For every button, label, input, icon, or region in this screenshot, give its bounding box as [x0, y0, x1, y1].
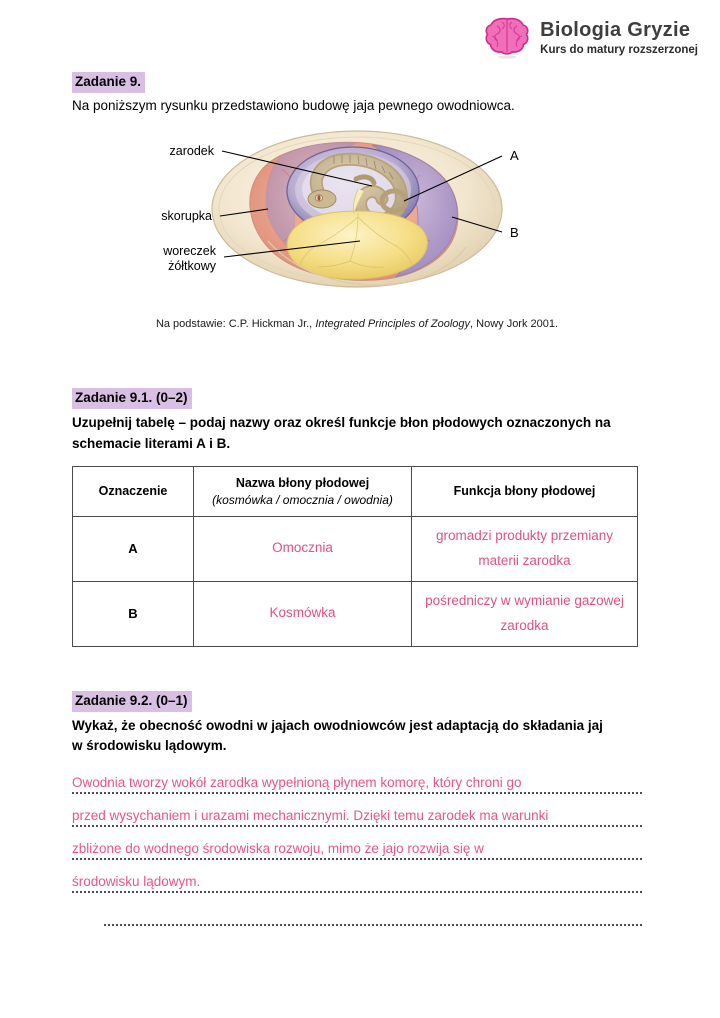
header-nazwa — [194, 466, 412, 516]
task-92-answer-area[interactable] — [72, 766, 642, 931]
row-b-function[interactable] — [412, 581, 638, 646]
task-92-prompt-line2: w środowisku lądowym. — [72, 738, 227, 753]
row-b-function-line1: pośredniczy w wymianie gazowej — [425, 592, 624, 608]
task-91-prompt-line2: schemacie literami A i B. — [72, 435, 231, 451]
answer-line-text: przed wysychaniem i urazami mechanicznymi. Dzięki temu zarodek ma warunki — [72, 808, 549, 824]
answer-line-text: zbliżone do wodnego środowiska rozwoju, mimo że jajo rozwija się w — [72, 841, 484, 857]
row-a-name[interactable]: Omocznia — [194, 516, 412, 581]
figure-label-yolk-1: woreczek — [163, 244, 216, 259]
row-b-mark: B — [73, 581, 194, 646]
answer-line-text: środowisku lądowym. — [72, 874, 201, 890]
membrane-answer-table — [72, 466, 638, 647]
row-a-function[interactable] — [412, 516, 638, 581]
amniotic-egg-figure — [72, 129, 642, 304]
task-91-prompt-line1: Uzupełnij tabelę – podaj nazwy oraz określ funkcje błon płodowych oznaczonych na — [72, 415, 611, 431]
task-9-heading-row — [72, 72, 642, 93]
spacer-1 — [72, 330, 642, 388]
row-a-mark: A — [73, 516, 194, 581]
figure-label-yolk-2: żółtkowy — [168, 259, 216, 274]
task-92-prompt-line1: Wykaż, że obecność owodni w jajach owodniowców jest adaptacją do składania jaj — [72, 717, 603, 733]
answer-line[interactable] — [72, 799, 642, 832]
answer-line-rule — [72, 858, 642, 860]
task-92-heading: Zadanie 9.2. (0–1) — [72, 691, 192, 712]
header-nazwa-options: (kosmówka / omocznia / owodnia) — [212, 492, 393, 507]
answer-line-rule — [72, 792, 642, 794]
source-prefix: Na podstawie: C.P. Hickman Jr., — [155, 318, 316, 331]
source-title: Integrated Principles of Zoology — [315, 318, 471, 331]
brand-subtitle: Kurs do matury rozszerzonej — [540, 43, 698, 56]
answer-line-rule — [72, 825, 642, 827]
task-9-intro: Na poniższym rysunku przedstawiono budowę jaja pewnego owodniowca. — [72, 97, 515, 113]
answer-line[interactable] — [72, 865, 642, 898]
answer-line-rule — [72, 891, 642, 893]
row-b-function-line2: zarodka — [500, 617, 549, 633]
task-91-prompt — [72, 413, 642, 454]
source-suffix: , Nowy Jork 2001. — [470, 318, 559, 331]
figure-label-a: A — [510, 148, 519, 164]
worksheet-body — [72, 72, 642, 931]
row-a-function-line2: materii zarodka — [478, 552, 571, 568]
brand-header — [484, 16, 698, 60]
header-oznaczenie: Oznaczenie — [73, 466, 194, 516]
answer-line[interactable] — [72, 832, 642, 865]
task-91-heading-row — [72, 388, 642, 409]
row-b-name[interactable]: Kosmówka — [194, 581, 412, 646]
answer-line-rule — [104, 924, 642, 926]
answer-line-text: Owodnia tworzy wokół zarodka wypełnioną płynem komorę, który chroni go — [72, 775, 522, 791]
table-row — [73, 581, 638, 646]
spacer-2 — [72, 647, 642, 691]
figure-label-embryo: zarodek — [169, 144, 214, 159]
brain-icon — [484, 16, 530, 60]
table-row — [73, 516, 638, 581]
answer-line[interactable] — [72, 766, 642, 799]
header-funkcja: Funkcja błony płodowej — [412, 466, 638, 516]
figure-source — [72, 318, 642, 330]
header-nazwa-main: Nazwa błony płodowej — [235, 475, 370, 490]
figure-label-shell: skorupka — [161, 209, 212, 224]
task-91-heading: Zadanie 9.1. (0–2) — [72, 388, 192, 409]
task-92-heading-row — [72, 691, 642, 712]
figure-label-b: B — [510, 225, 519, 241]
task-92-prompt — [72, 716, 642, 757]
answer-line-empty[interactable] — [72, 898, 642, 931]
brand-title: Biologia Gryzie — [540, 18, 691, 41]
row-a-function-line1: gromadzi produkty przemiany — [435, 527, 614, 543]
table-header-row — [73, 466, 638, 516]
task-9-heading: Zadanie 9. — [72, 72, 145, 93]
